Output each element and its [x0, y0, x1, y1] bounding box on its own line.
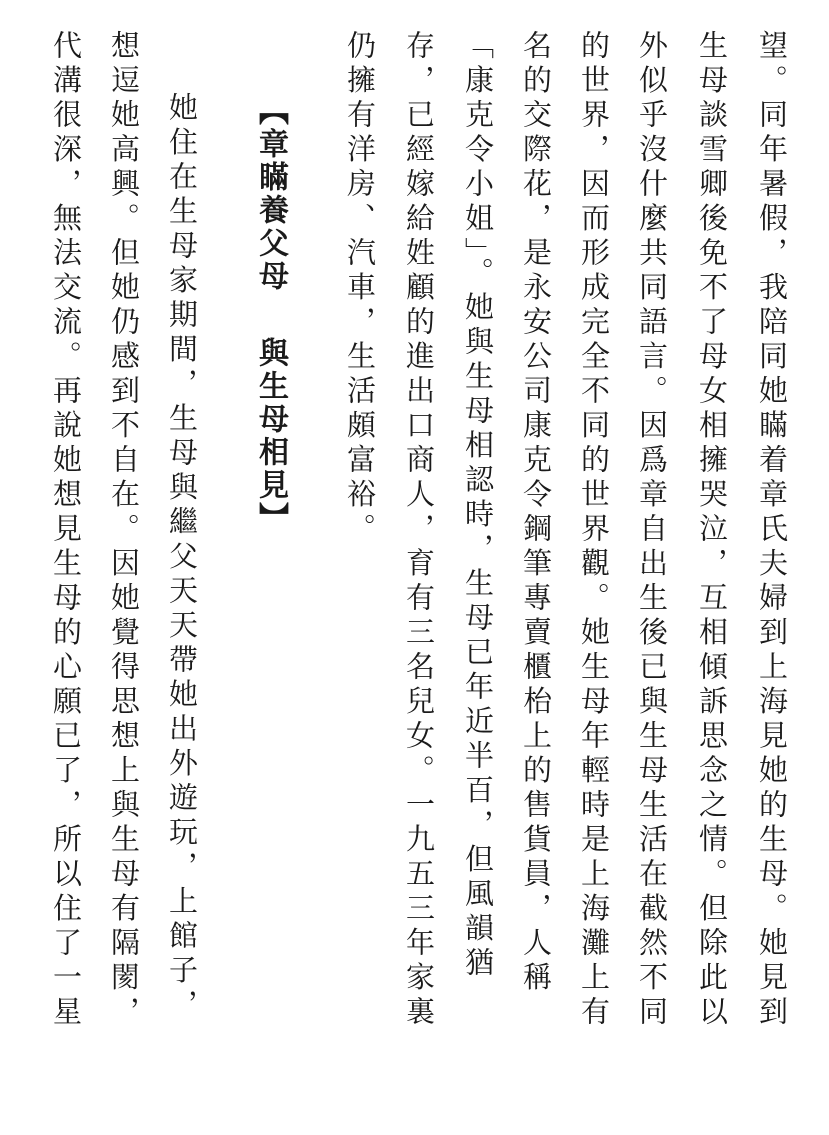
- text-column-1: 望。同年暑假，我陪同她瞞着章氏夫婦到上海見她的生母。她見到: [755, 30, 789, 1031]
- text-column-3: 外似乎沒什麼共同語言。因爲章自出生後已與生母生活在截然不同: [635, 30, 669, 1031]
- text-column-8: 仍擁有洋房、汽車，生活頗富裕。: [343, 30, 377, 548]
- text-column-11: 代溝很深，無法交流。再說她想見生母的心願已了，所以住了一星: [49, 30, 83, 1031]
- text-column-7: 存，已經嫁給姓顧的進出口商人，育有三名兒女。一九五三年家裏: [402, 30, 436, 1031]
- section-heading-part2: 與生母相見】: [253, 337, 288, 535]
- section-heading: [248, 95, 292, 615]
- text-column-6: 「康克令小姐」。她與生母相認時，生母已年近半百，但風韻猶: [461, 30, 495, 982]
- text-column-5: 名的交際花，是永安公司康克令鋼筆專賣櫃枱上的售貨員，人稱: [519, 30, 553, 996]
- text-column-4: 的世界，因而形成完全不同的世界觀。她生母年輕時是上海灘上有: [577, 30, 611, 1031]
- text-column-10: 想逗她高興。但她仍感到不自在。因她覺得思想上與生母有隔閡，: [107, 30, 141, 1031]
- section-heading-part1: 【章瞞養父母: [253, 95, 288, 293]
- text-column-9: 她住在生母家期間，生母與繼父天天帶她出外遊玩，上館子，: [165, 92, 199, 1024]
- text-column-2: 生母談雪卿後免不了母女相擁哭泣，互相傾訴思念之情。但除此以: [695, 30, 729, 1031]
